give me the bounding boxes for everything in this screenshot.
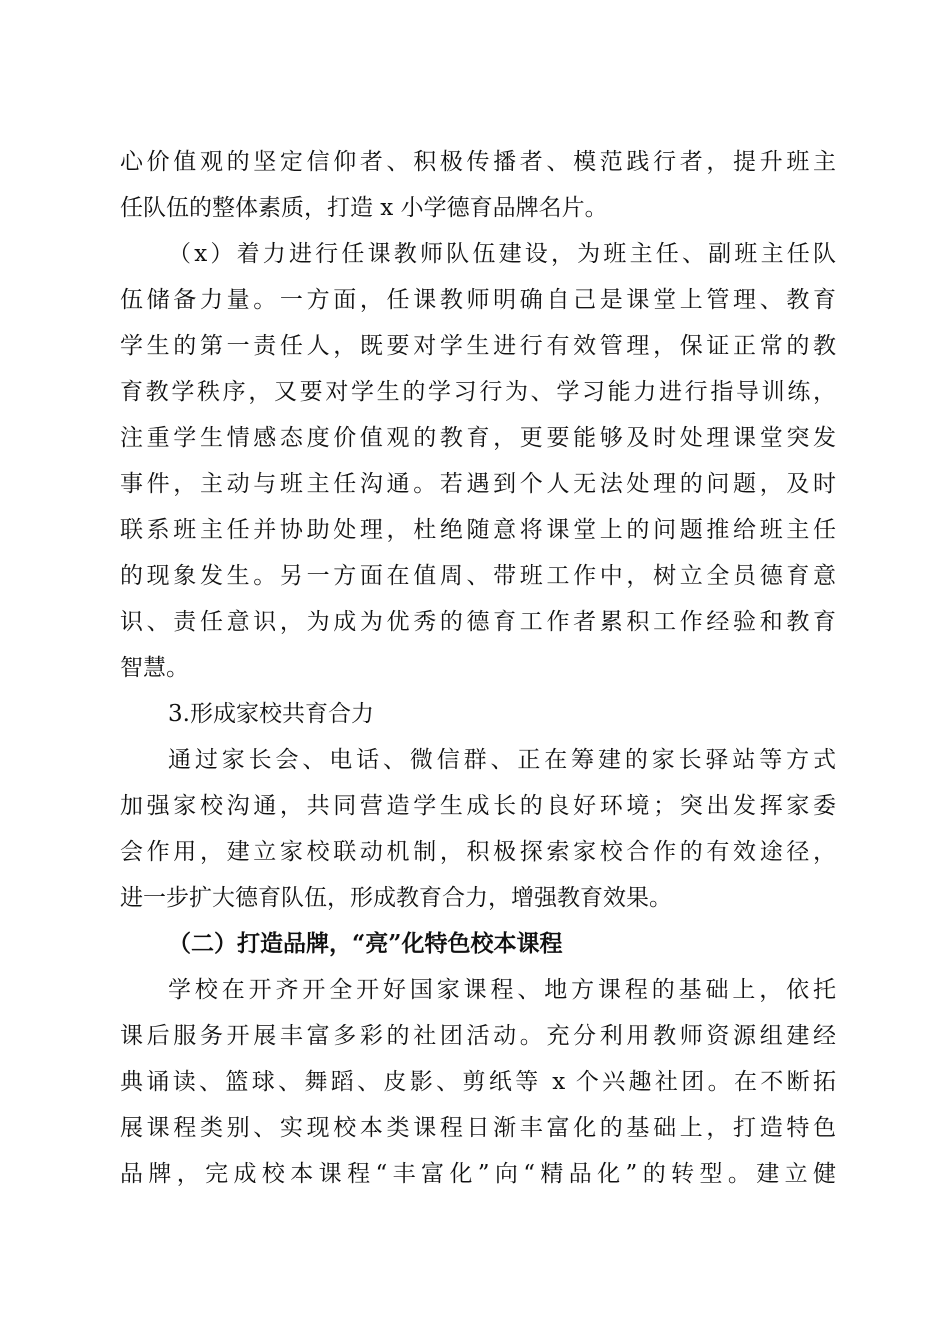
section-heading: 3.形成家校共育合力 [168, 701, 374, 727]
paragraph-line: 智慧。 [120, 655, 189, 681]
paragraph-line: 联系班主任并协助处理，杜绝随意将课堂上的问题推给班主任 [120, 517, 836, 543]
paragraph-line: 任队伍的整体素质，打造 x 小学德育品牌名片。 [120, 195, 608, 221]
paragraph-line: 育教学秩序，又要对学生的学习行为、学习能力进行指导训练， [120, 379, 836, 405]
paragraph-line: 课后服务开展丰富多彩的社团活动。充分利用教师资源组建经 [120, 1023, 836, 1049]
paragraph-line: 注重学生情感态度价值观的教育，更要能够及时处理课堂突发 [120, 425, 836, 451]
paragraph-line: 识、责任意识，为成为优秀的德育工作者累积工作经验和教育 [120, 609, 836, 635]
paragraph-line: 的现象发生。另一方面在值周、带班工作中，树立全员德育意 [120, 563, 836, 589]
paragraph-line: 事件，主动与班主任沟通。若遇到个人无法处理的问题，及时 [120, 471, 836, 497]
paragraph-line: （x）着力进行任课教师队伍建设，为班主任、副班主任队 [168, 241, 836, 267]
paragraph-line: 通过家长会、电话、微信群、正在筹建的家长驿站等方式 [168, 747, 836, 773]
paragraph-line: 加强家校沟通，共同营造学生成长的良好环境；突出发挥家委 [120, 793, 836, 819]
paragraph-line: 展课程类别、实现校本类课程日渐丰富化的基础上，打造特色 [120, 1115, 836, 1141]
paragraph-line: 典诵读、篮球、舞蹈、皮影、剪纸等 x 个兴趣社团。在不断拓 [120, 1069, 836, 1095]
section-heading: （二）打造品牌，“亮”化特色校本课程 [168, 930, 563, 957]
paragraph-line: 进一步扩大德育队伍，形成教育合力，增强教育效果。 [120, 885, 672, 911]
paragraph-line: 学校在开齐开全开好国家课程、地方课程的基础上，依托 [168, 977, 836, 1003]
paragraph-line: 会作用，建立家校联动机制，积极探索家校合作的有效途径， [120, 839, 836, 865]
paragraph-line: 品牌，完成校本课程“丰富化”向“精品化”的转型。建立健 [120, 1161, 836, 1187]
paragraph-line: 心价值观的坚定信仰者、积极传播者、模范践行者，提升班主 [120, 149, 836, 175]
paragraph-line: 伍储备力量。一方面，任课教师明确自己是课堂上管理、教育 [120, 287, 836, 313]
paragraph-line: 学生的第一责任人，既要对学生进行有效管理，保证正常的教 [120, 333, 836, 359]
